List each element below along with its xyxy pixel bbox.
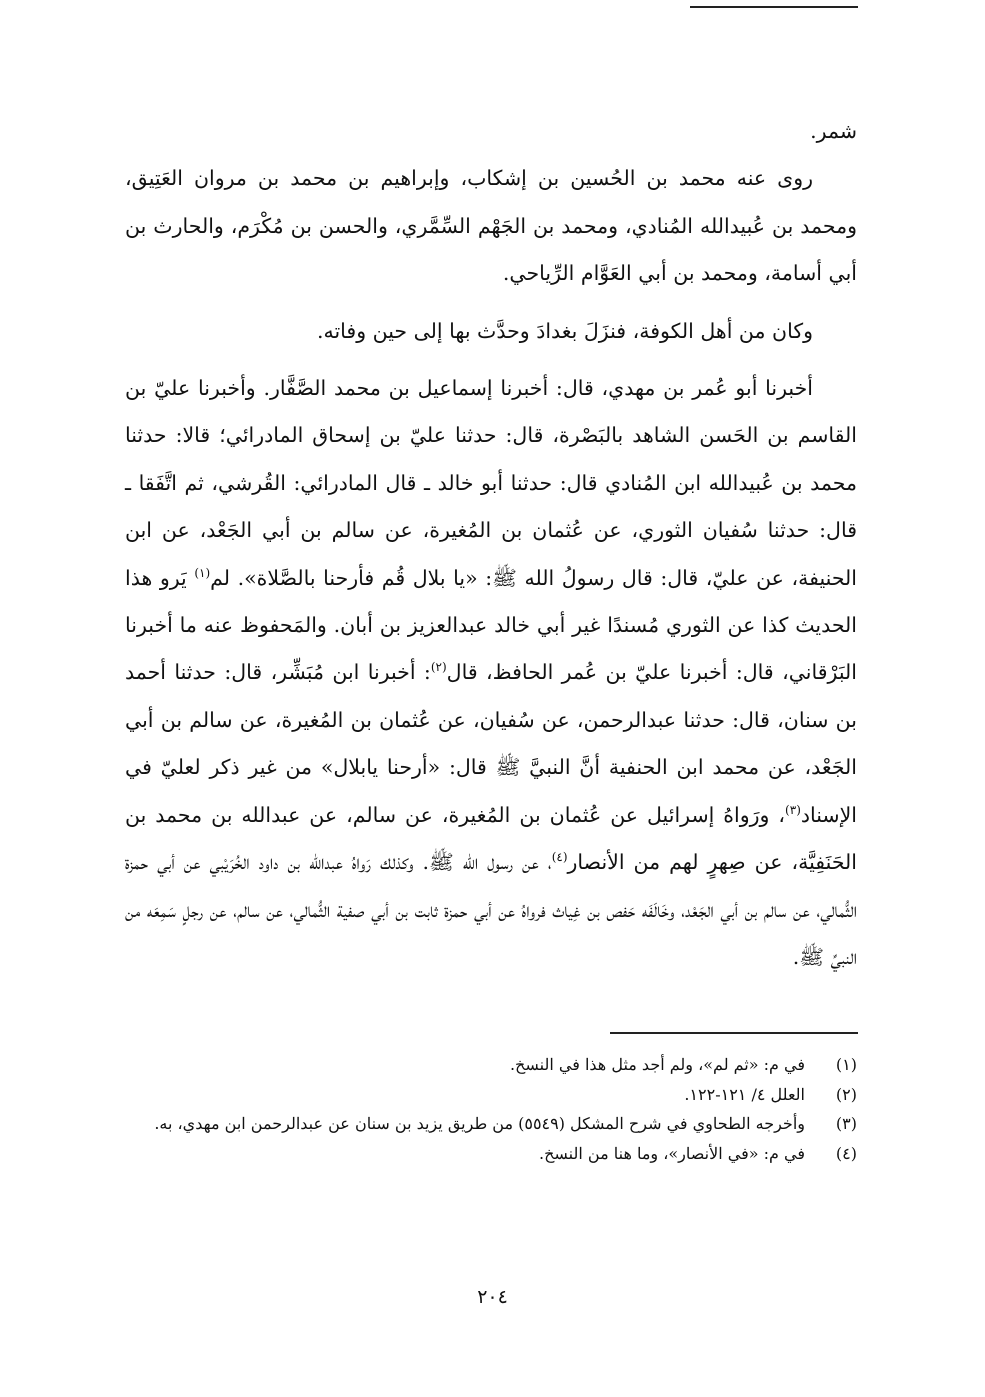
header-rule bbox=[690, 6, 858, 8]
footnote-text: وأخرجه الطحاوي في شرح المشكل (٥٥٤٩) من طريق يزيد بن سنان عن عبدالرحمن ابن مهدي، به. bbox=[154, 1114, 805, 1133]
footnote-number: (٢) bbox=[835, 1084, 857, 1104]
footnote-4 bbox=[125, 1139, 857, 1169]
footnote-ref-4: (٤) bbox=[551, 850, 568, 865]
footnote-number: (٣) bbox=[835, 1114, 857, 1133]
footnote-number: (١) bbox=[835, 1055, 857, 1074]
footnotes bbox=[125, 1050, 857, 1168]
footnote-ref-3: (٣) bbox=[785, 802, 801, 817]
footnote-text: العلل ٤/ ١٢١-١٢٢. bbox=[684, 1084, 805, 1104]
footnote-2 bbox=[125, 1080, 857, 1110]
footnote-number: (٤) bbox=[835, 1143, 857, 1163]
paragraph-narrators: روى عنه محمد بن الحُسين بن إشكاب، وإبراهيم بن محمد بن مروان العَتِيق، ومحمد بن عُبيدالله المُنادي، ومحمد بن الجَهْم السِّمَّري، والحسن بن مُكْرَم، والحارث بن أبي أسامة، ومحمد بن أبي العَوَّام الرِّياحي. bbox=[125, 166, 857, 286]
footnote-text: في م: «ثم لم»، ولم أجد مثل هذا في النسخ. bbox=[509, 1055, 805, 1074]
footnote-1 bbox=[125, 1050, 857, 1080]
footnote-separator bbox=[610, 1032, 858, 1034]
paragraph-biography: وكان من أهل الكوفة، فنزَلَ بغدادَ وحدَّث بها إلى حين وفاته. bbox=[316, 318, 813, 343]
footnote-ref-1: (١) bbox=[194, 565, 211, 580]
footnote-3 bbox=[125, 1109, 857, 1139]
paragraph-shamr: شمر. bbox=[810, 119, 857, 143]
main-text bbox=[125, 108, 857, 981]
hadith-text-part-5: ، عن رسول الله ﷺ. وكذلك رَواهُ عبدالله بن داود الخُرَيْبي عن أبي حمزة الثُّمالي، عن سالم بن أبي الجَعْد، وخَالَفَه حَفص بن غِياث فرواهُ عن أبي حمزة ثابت بن أبي صفية الثُّمالي، عن سالم، عن رجلٍ سَمِعَه من النبيِّ ﷺ. bbox=[125, 850, 857, 969]
hadith-text-part-1: أخبرنا أبو عُمر بن مهدي، قال: أخبرنا إسماعيل بن محمد الصَّفَّار. وأخبرنا عليّ بن القاسم بن الحَسن الشاهد بالبَصْرة، قال: حدثنا عليّ بن إسحاق المادرائي؛ قالا: حدثنا محمد بن عُبيدالله ابن المُنادي قال: حدثنا أبو خالد ـ قال المادرائي: القُرشي، ثم اتَّفَقا ـ قال: حدثنا سُفيان الثوري، عن عُثمان بن المُغيرة، عن سالم بن أبي الجَعْد، عن ابن الحنيفة، عن عليّ، قال: قال رسولُ الله ﷺ: «يا بلال قُم فأرحنا بالصَّلاة». لم bbox=[125, 376, 857, 590]
hadith-text-part-3: : أخبرنا ابن مُبَشِّر، قال: حدثنا أحمد بن سنان، قال: حدثنا عبدالرحمن، عن سُفيان، عن عُثمان بن المُغيرة، عن سالم بن أبي الجَعْد، عن محمد ابن الحنفية أنَّ النبيَّ ﷺ قال: «أرحنا يابلال» من غير ذكر لعليّ في الإسناد bbox=[125, 660, 857, 827]
page-number: ٢٠٤ bbox=[477, 1286, 508, 1308]
hadith-text-part-2: يَرو هذا الحديث كذا عن الثوري مُسندًا غير أبي خالد عبدالعزيز بن أبان. والمَحفوظ عنه ما أخبرنا البَرْقاني، قال: أخبرنا عليّ بن عُمر الحافظ، قال bbox=[125, 565, 857, 685]
paragraph-hadith bbox=[125, 365, 857, 981]
footnote-ref-2: (٢) bbox=[430, 660, 447, 675]
hadith-text-part-4: ، ورَواهُ إسرائيل عن عُثمان بن المُغيرة، عن سالم، عن عبدالله بن محمد بن الحَنَفِيَّة، عن صِهرٍ لهم من الأنصار bbox=[125, 802, 857, 875]
footnote-text: في م: «في الأنصار»، وما هنا من النسخ. bbox=[538, 1143, 805, 1163]
